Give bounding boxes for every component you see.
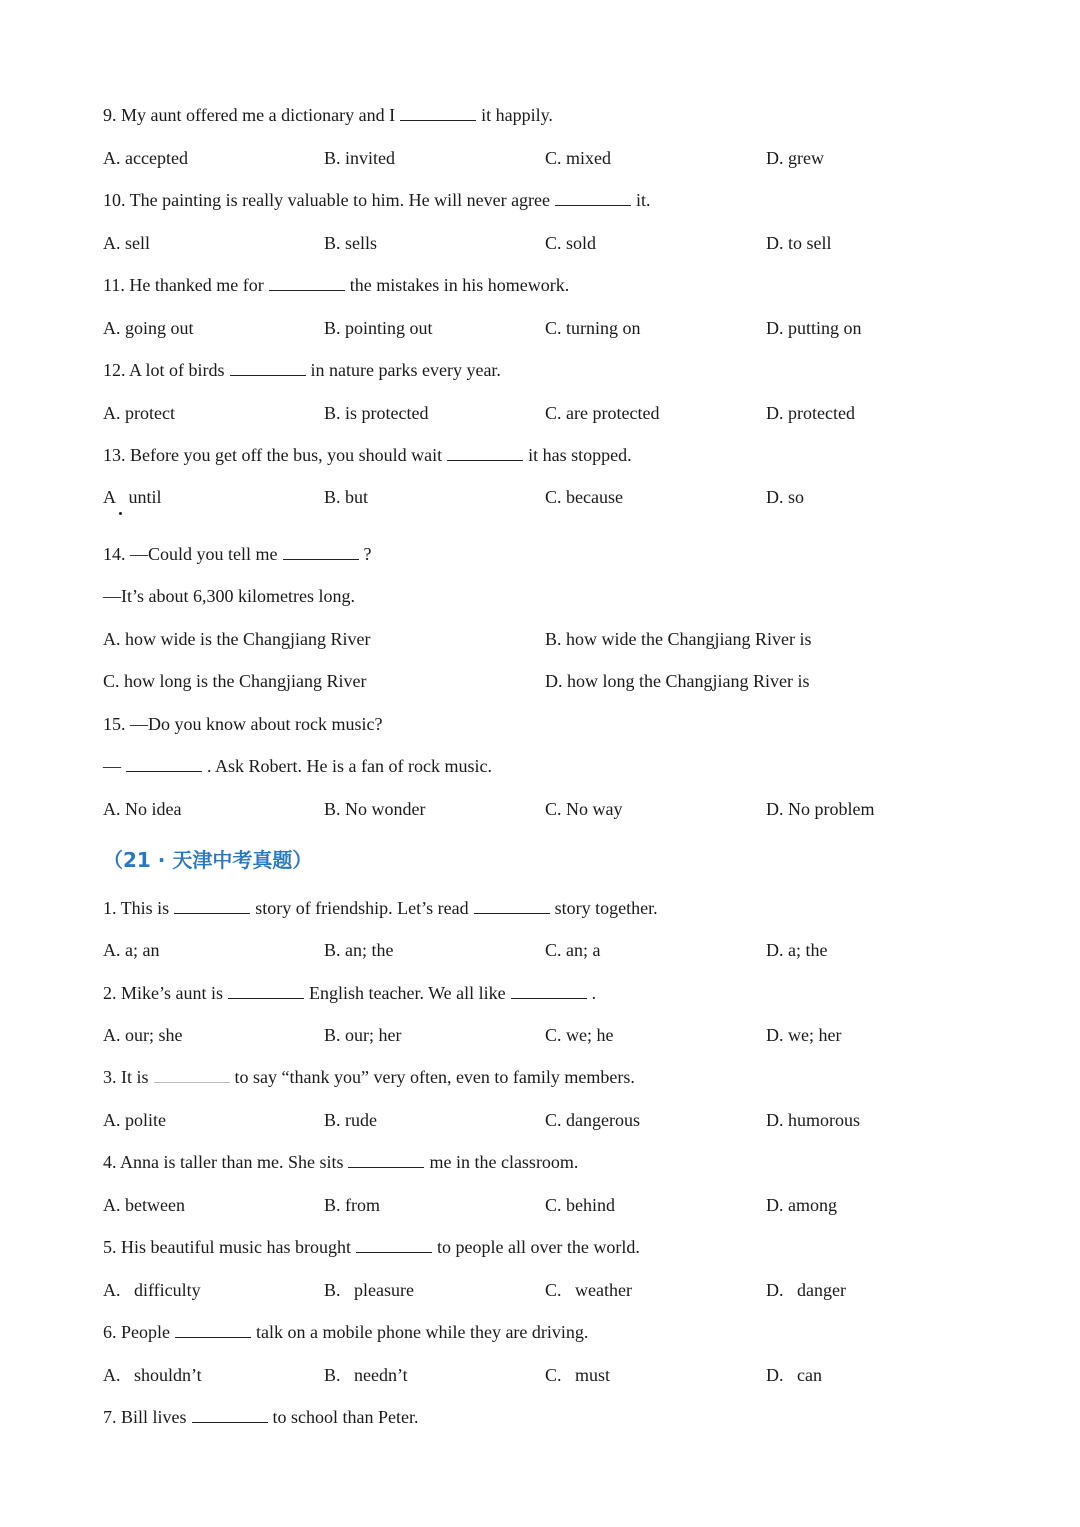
question-text: 7. Bill lives bbox=[103, 1407, 187, 1427]
question-text: . Ask Robert. He is a fan of rock music. bbox=[207, 756, 492, 776]
option-c: C. we; he bbox=[545, 1025, 614, 1045]
option-b: B. an; the bbox=[324, 940, 394, 960]
question-1 bbox=[103, 896, 658, 920]
option-a: A. polite bbox=[103, 1110, 166, 1130]
option-d: D. danger bbox=[766, 1280, 846, 1300]
question-text: in nature parks every year. bbox=[310, 360, 501, 380]
question-text: 3. It is bbox=[103, 1067, 149, 1087]
option-c: C. dangerous bbox=[545, 1110, 640, 1130]
question-text: 13. Before you get off the bus, you should wait bbox=[103, 445, 443, 465]
question-text: story together. bbox=[554, 898, 658, 918]
question-text: the mistakes in his homework. bbox=[349, 275, 570, 295]
option-a: A. shouldn’t bbox=[103, 1365, 202, 1385]
answer-blank bbox=[555, 189, 631, 206]
question-text: 11. He thanked me for bbox=[103, 275, 264, 295]
question-11 bbox=[103, 273, 569, 297]
answer-blank bbox=[511, 982, 587, 999]
question-text: 9. My aunt offered me a dictionary and I bbox=[103, 105, 396, 125]
answer-blank bbox=[474, 897, 550, 914]
question-text: 4. Anna is taller than me. She sits bbox=[103, 1152, 344, 1172]
option-b: B. from bbox=[324, 1195, 380, 1215]
option-c: C. because bbox=[545, 487, 623, 507]
option-a: A. going out bbox=[103, 318, 194, 338]
option-b: B. invited bbox=[324, 148, 395, 168]
answer-blank bbox=[269, 274, 345, 291]
question-text: 5. His beautiful music has brought bbox=[103, 1237, 351, 1257]
option-b: B. rude bbox=[324, 1110, 377, 1130]
option-a: A. No idea bbox=[103, 799, 182, 819]
question-text: 6. People bbox=[103, 1322, 170, 1342]
question-text: it. bbox=[636, 190, 651, 210]
question-3 bbox=[103, 1065, 635, 1089]
question-12 bbox=[103, 358, 501, 382]
question-text: it has stopped. bbox=[528, 445, 632, 465]
question-text: story of friendship. Let’s read bbox=[255, 898, 469, 918]
question-text: to say “thank you” very often, even to family members. bbox=[234, 1067, 635, 1087]
option-b: B. sells bbox=[324, 233, 378, 253]
question-9 bbox=[103, 103, 553, 127]
option-c: C. must bbox=[545, 1365, 611, 1385]
option-c: C. behind bbox=[545, 1195, 615, 1215]
option-b: B. is protected bbox=[324, 403, 429, 423]
option-d: D. to sell bbox=[766, 233, 832, 253]
question-text: . bbox=[591, 983, 597, 1003]
option-a: A. between bbox=[103, 1195, 185, 1215]
option-c: C. how long is the Changjiang River bbox=[103, 671, 367, 691]
option-a: A. accepted bbox=[103, 148, 188, 168]
answer-blank bbox=[400, 104, 476, 121]
option-a: A. our; she bbox=[103, 1025, 183, 1045]
option-b: B. pointing out bbox=[324, 318, 433, 338]
question-text: me in the classroom. bbox=[429, 1152, 579, 1172]
question-13 bbox=[103, 443, 632, 467]
option-d: D. humorous bbox=[766, 1110, 860, 1130]
option-c: C. are protected bbox=[545, 403, 660, 423]
question-text: 14. —Could you tell me bbox=[103, 544, 278, 564]
option-c: C. an; a bbox=[545, 940, 601, 960]
option-b: B. pleasure bbox=[324, 1280, 414, 1300]
answer-blank bbox=[154, 1066, 230, 1083]
question-5 bbox=[103, 1235, 640, 1259]
option-d: D. among bbox=[766, 1195, 837, 1215]
option-c: C. turning on bbox=[545, 318, 641, 338]
option-a: A. how wide is the Changjiang River bbox=[103, 629, 371, 649]
option-a: A. difficulty bbox=[103, 1280, 201, 1300]
question-text: — bbox=[103, 756, 121, 776]
option-d: D. so bbox=[766, 487, 805, 507]
option-c: C. No way bbox=[545, 799, 623, 819]
option-d: D. we; her bbox=[766, 1025, 842, 1045]
question-text: English teacher. We all like bbox=[309, 983, 506, 1003]
question-text: ? bbox=[363, 544, 372, 564]
question-2 bbox=[103, 981, 596, 1005]
question-15: 15. —Do you know about rock music? bbox=[103, 714, 383, 734]
option-d: D. protected bbox=[766, 403, 855, 423]
option-d: D. putting on bbox=[766, 318, 862, 338]
option-d: D. No problem bbox=[766, 799, 875, 819]
option-c: C. mixed bbox=[545, 148, 611, 168]
answer-blank bbox=[447, 444, 523, 461]
question-text: it happily. bbox=[481, 105, 553, 125]
section-title: （21 · 天津中考真题） bbox=[103, 848, 313, 872]
option-b: B. how wide the Changjiang River is bbox=[545, 629, 812, 649]
dialogue-answer: —It’s about 6,300 kilometres long. bbox=[103, 586, 355, 606]
answer-blank bbox=[348, 1151, 424, 1168]
question-text: 1. This is bbox=[103, 898, 170, 918]
question-7 bbox=[103, 1405, 419, 1429]
option-b: B. our; her bbox=[324, 1025, 402, 1045]
option-d: D. can bbox=[766, 1365, 822, 1385]
answer-blank bbox=[126, 755, 202, 772]
stray-dot bbox=[119, 512, 122, 515]
option-a: A until bbox=[103, 487, 162, 507]
option-b: B. No wonder bbox=[324, 799, 426, 819]
question-text: 2. Mike’s aunt is bbox=[103, 983, 223, 1003]
question-text: to school than Peter. bbox=[272, 1407, 419, 1427]
option-c: C. sold bbox=[545, 233, 597, 253]
option-d: D. how long the Changjiang River is bbox=[545, 671, 810, 691]
question-text: 10. The painting is really valuable to him. He will never agree bbox=[103, 190, 551, 210]
answer-blank bbox=[230, 359, 306, 376]
option-a: A. a; an bbox=[103, 940, 160, 960]
answer-blank bbox=[174, 897, 250, 914]
question-14 bbox=[103, 542, 372, 566]
question-text: to people all over the world. bbox=[436, 1237, 640, 1257]
option-a: A. protect bbox=[103, 403, 175, 423]
question-10 bbox=[103, 188, 651, 212]
option-b: B. but bbox=[324, 487, 369, 507]
question-4 bbox=[103, 1150, 578, 1174]
option-d: D. a; the bbox=[766, 940, 828, 960]
answer-blank bbox=[192, 1406, 268, 1423]
option-c: C. weather bbox=[545, 1280, 632, 1300]
option-a: A. sell bbox=[103, 233, 150, 253]
answer-blank bbox=[175, 1321, 251, 1338]
answer-blank bbox=[228, 982, 304, 999]
question-text: talk on a mobile phone while they are driving. bbox=[256, 1322, 589, 1342]
option-b: B. needn’t bbox=[324, 1365, 408, 1385]
question-text: 12. A lot of birds bbox=[103, 360, 225, 380]
option-d: D. grew bbox=[766, 148, 824, 168]
question-15-response bbox=[103, 754, 492, 778]
question-6 bbox=[103, 1320, 588, 1344]
answer-blank bbox=[283, 543, 359, 560]
answer-blank bbox=[356, 1236, 432, 1253]
